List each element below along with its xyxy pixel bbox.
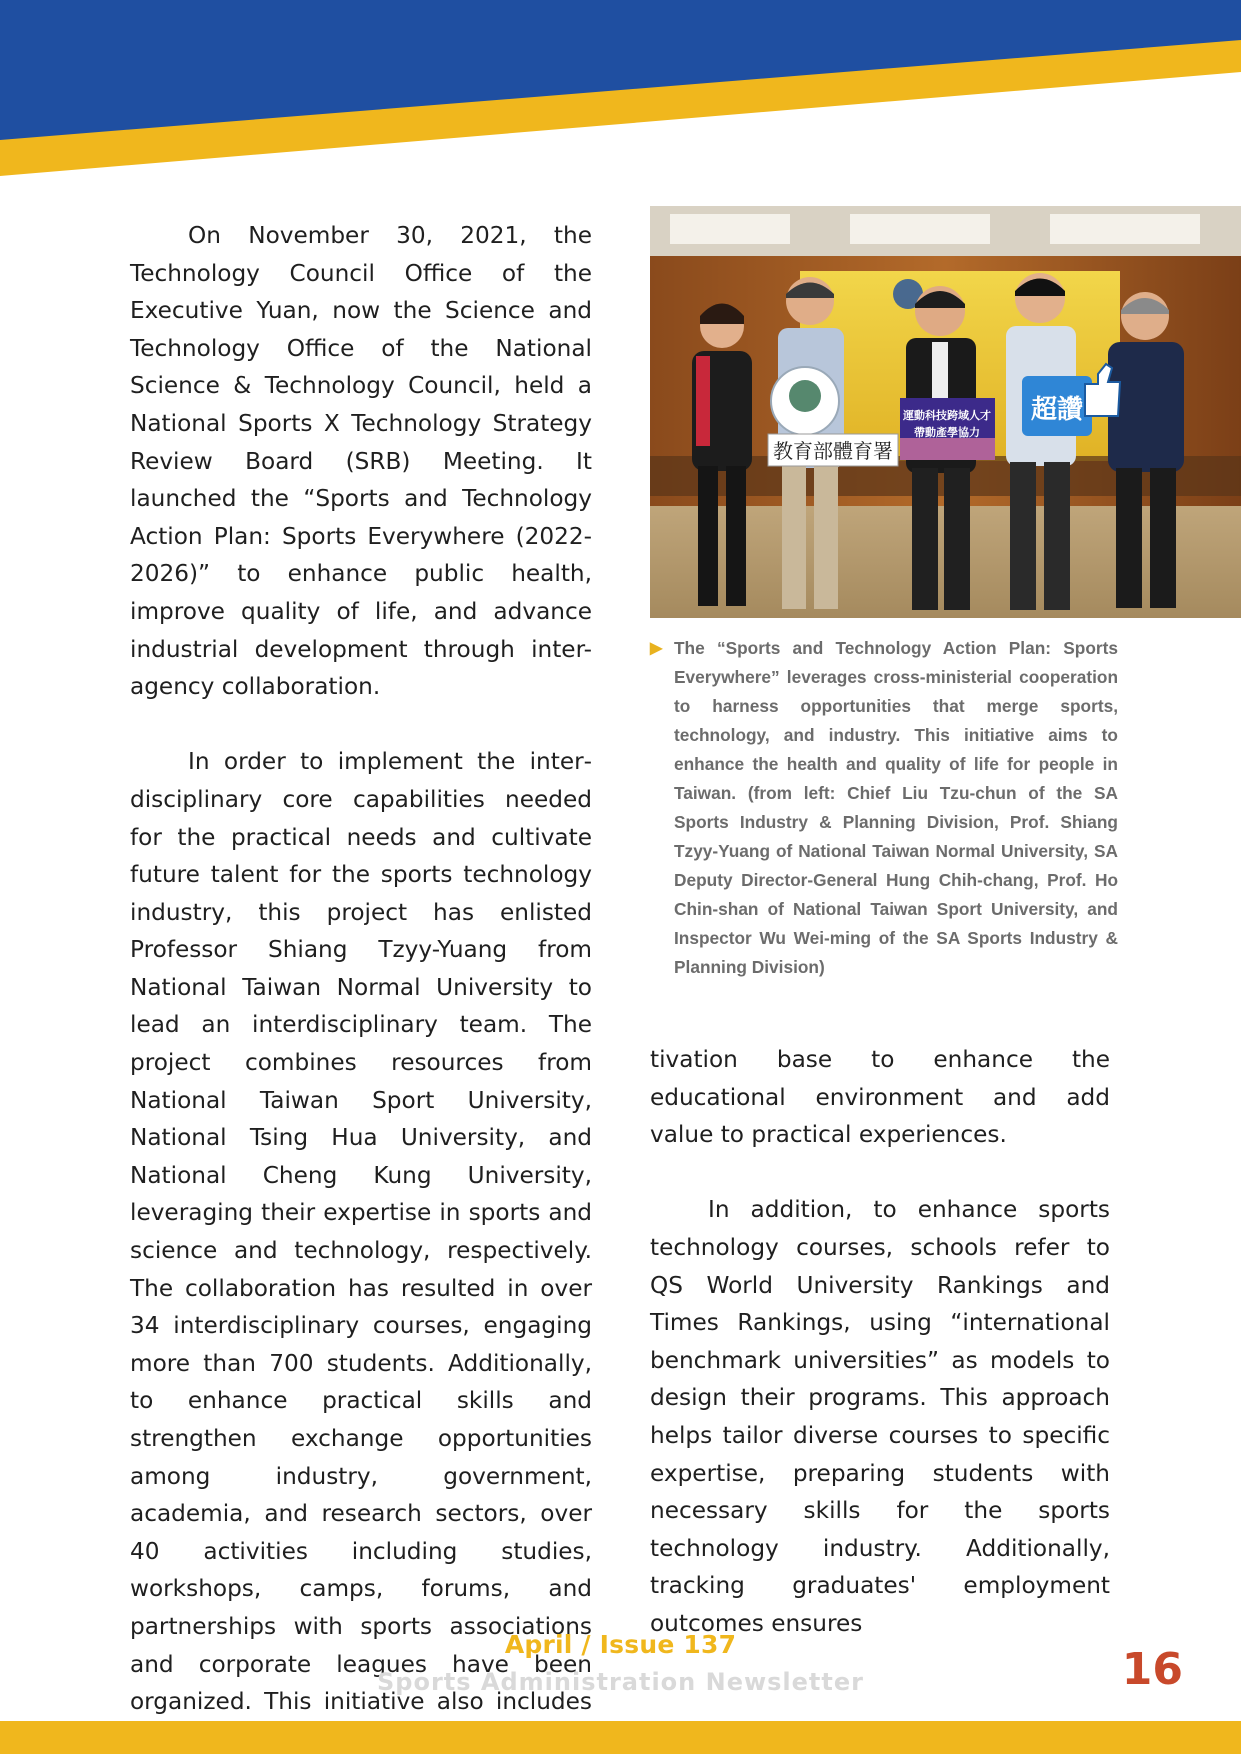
article-right-column: [650, 1041, 1110, 1643]
article-paragraph: In addition, to enhance sports technology courses, schools refer to QS World University Rankings and Times Rankings, using “international benchmark universities” as models to design their programs. This approach helps tailor diverse courses to specific expertise, preparing students with necessary skills for the sports technology industry. Additionally, tracking graduates' employment outcomes ensures: [650, 1196, 1110, 1637]
newsletter-title: Sports Administration Newsletter: [376, 1668, 864, 1696]
issue-label: April / Issue 137: [504, 1630, 737, 1659]
article-paragraph: In order to implement the interdisciplinary core capabilities needed for the practical needs and cultivate future talent for the sports technology industry, this project has enlisted Professor Shiang Tzyy-Yuang from National Taiwan Normal University to lead an interdisciplinary team. The project combines resources from National Taiwan Sport University, National Tsing Hua University, and National Cheng Kung University, leveraging their expertise in sports and science and technology, respectively. The collaboration has resulted in over 34 interdisciplinary courses, engaging more than 700 students. Additionally, to enhance practical skills and strengthen exchange opportunities among industry, government, academia, and research sectors, over 40 activities including studies, workshops, camps, forums, and partnerships with sports associations and corporate leagues have been organized. This initiative also includes: [130, 748, 592, 1716]
sign-right-text: 超讚: [1030, 395, 1084, 425]
event-photo: [650, 206, 1241, 618]
sign-center-line2: 帶動產學協力: [914, 426, 980, 439]
sign-center-line1: 運動科技跨域人才: [903, 409, 991, 422]
article-left-column: [130, 217, 592, 1758]
article-paragraph: On November 30, 2021, the Technology Council Office of the Executive Yuan, now the Science and Technology Office of the National Science & Technology Council, held a National Sports X Technology Strategy Review Board (SRB) Meeting. It launched the “Sports and Technology Action Plan: Sports Everywhere (2022-2026)” to enhance public health, improve quality of life, and advance industrial development through inter-agency collaboration.: [130, 222, 592, 701]
footer-bar: [0, 1721, 1241, 1754]
header-banner: [0, 0, 1241, 180]
page-number: 16: [1121, 1644, 1183, 1695]
sign-left-text: 教育部體育署: [773, 439, 893, 463]
article-paragraph: tivation base to enhance the educational environment and add value to practical experiences.: [650, 1046, 1110, 1149]
triangle-right-icon: ▶: [650, 640, 663, 657]
photo-caption: [650, 634, 1118, 982]
photo-caption-text: The “Sports and Technology Action Plan: Sports Everywhere” leverages cross-ministerial cooperation to harness opportunities that merge sports, technology, and industry. This initiative aims to enhance the health and quality of life for people in Taiwan. (from left: Chief Liu Tzu-chun of the SA Sports Industry & Planning Division, Prof. Shiang Tzyy-Yuang of National Taiwan Normal University, SA Deputy Director-General Hung Chih-chang, Prof. Ho Chin-shan of National Taiwan Sport University, and Inspector Wu Wei-ming of the SA Sports Industry & Planning Division): [674, 638, 1118, 977]
